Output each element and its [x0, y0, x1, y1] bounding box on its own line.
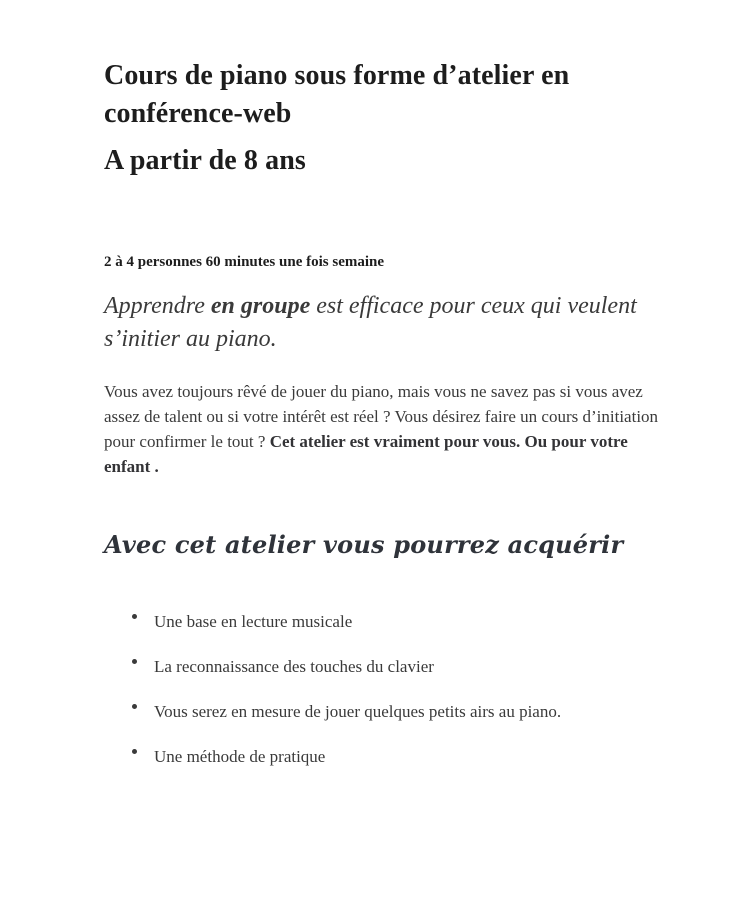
lead-text-bold: en groupe	[210, 293, 311, 319]
list-item-text: La reconnaissance des touches du clavier	[154, 657, 434, 676]
page-title: Cours de piano sous forme d’atelier en conférence-web	[104, 60, 570, 129]
list-item	[104, 700, 664, 723]
list-item-text: Une base en lecture musicale	[154, 612, 353, 631]
intro-paragraph	[104, 379, 664, 479]
list-item-text: Une méthode de pratique	[154, 747, 326, 766]
session-meta-line: 2 à 4 personnes 60 minutes une fois semaine	[104, 254, 385, 270]
lead-text-pre: Apprendre	[104, 293, 211, 319]
list-item	[104, 655, 664, 678]
bullet-list	[104, 610, 664, 768]
intro-text-normal: Vous avez toujours rêvé de jouer du piano, mais vous ne savez pas si vous avez assez de talent ou si votre intérêt est réel ? Vous désirez faire un cours d’initiation pour confirmer le tout ?	[104, 382, 659, 451]
list-item	[104, 610, 664, 633]
page-subtitle: A partir de 8 ans	[104, 145, 306, 176]
content-area	[104, 0, 664, 768]
lead-text-post: est efficace pour ceux qui veulent s’initier au piano.	[104, 293, 637, 352]
list-item	[104, 745, 664, 768]
bullet-icon	[132, 659, 137, 664]
list-item-text: Vous serez en mesure de jouer quelques petits airs au piano.	[154, 702, 562, 721]
bullet-icon	[132, 749, 137, 754]
bullet-icon	[132, 614, 137, 619]
bullet-icon	[132, 704, 137, 709]
intro-text-bold: Cet atelier est vraiment pour vous. Ou pour votre enfant .	[104, 432, 628, 476]
section-heading: Avec cet atelier vous pourrez acquérir	[104, 530, 624, 559]
lead-paragraph	[104, 290, 664, 356]
